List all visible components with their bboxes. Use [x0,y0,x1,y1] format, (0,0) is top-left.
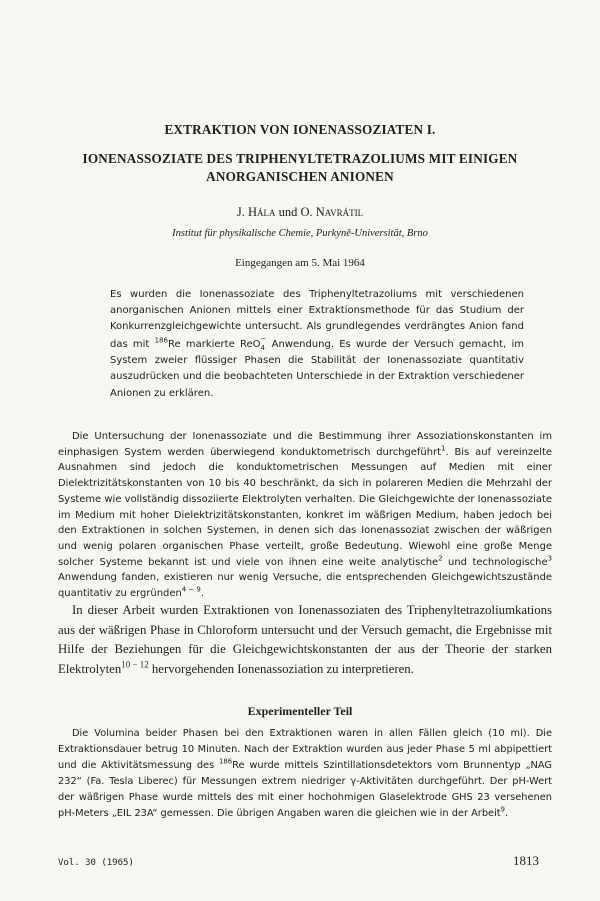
reference-9: 9 [500,805,506,814]
abstract-text-1: Es wurden die Ionenassoziate des Triphenyltetrazoliums mit verschiedenen anorganischen Anionen mittels einer Extraktionsmethode für das Studium der Konkurrenzgleichgewichte untersucht. Als grundlegendes verdrängtes Anion fand das mit [110,289,524,351]
reference-1: 1 [441,444,446,453]
isotope-mass-exp: 186 [219,757,233,766]
aim-text-1: In dieser Arbeit wurden Extraktionen von Ionenassoziaten des Triphenyltetrazoliumkations aus der wäßrigen Phase in Chloroform untersucht und der Versuch gemacht, die Ergebnisse mit Hilfe der Beziehungen für die Gleichgewichtskonstanten der aus der Theorie der starken Elektrolyten [58,603,552,676]
intro-paragraph [58,429,552,602]
authors-conjunction: und [275,205,301,219]
aim-text-2: hervorgehenden Ionenassoziation zu interpretieren. [148,661,414,676]
author-navratil: O. Navrátil [300,205,364,219]
paper-title-line1: EXTRAKTION VON IONENASSOZIATEN I. [164,122,436,137]
charge-minus: − [260,335,267,344]
institution: Institut für physikalische Chemie, Purkyně-Universität, Brno [172,228,428,239]
received-date: Eingegangen am 5. Mai 1964 [235,257,365,269]
page-number: 1813 [513,853,539,868]
aim-paragraph [58,601,552,679]
intro-text-5: . [200,588,205,600]
intro-text-4: Anwendung fanden, existieren nur wenig Versuche, die entsprechenden Gleichgewichtszustände quantitativ zu ergründen [58,572,552,600]
abstract-text-2: Re markierte ReO [167,339,261,351]
experimental-text-3: . [505,808,509,819]
reference-2: 2 [438,554,443,563]
subscript-4: 4 [260,344,265,353]
isotope-mass: 186 [154,336,168,345]
reference-10-12: 10 − 12 [121,659,149,670]
experimental-text-1: Die Volumina beider Phasen bei den Extraktionen waren in allen Fällen gleich (10 ml). Die Extraktionsdauer betrug 10 Minuten. Nach der Extraktion wurden aus jeder Phase 5 ml abpipettiert und die Aktivitätsmessung des [58,728,552,771]
intro-text-2: . Bis auf vereinzelte Ausnahmen sind jedoch die konduktometrischen Messungen auf Medien mit einer Dielektrizitätskonstanten von 10 bis 40 beschränkt, da sich in polareren Medien die Mehrzahl der Systeme wie vollständig dissoziierte Elektrolyten verhalten. Die Gleichgewichte der Ionenassoziate im Medium mit hoher Dielektrizitätskonstanten, konkret im wäßrigen Medium, haben jedoch bei den Extraktionen in solchen Systemen, in denen sich das Ionenassoziat zwischen der wäßrigen und wenig polaren organischen Phase verteilt, große Bedeutung. Wiewohl eine große Menge solcher Systeme bekannt ist und viele von ihnen eine weite analytische [58,446,552,568]
journal-volume: Vol. 30 (1965) [58,858,134,868]
reference-3: 3 [547,554,552,563]
abstract-text-3: Anwendung. Es wurde der Versuch gemacht, im System zweier flüssiger Phasen die Stabilität der Ionenassoziate quantitativ auszudrücken und die beobachteten Unterschiede in der Extraktion verschiedener Anionen zu erklären. [110,339,525,399]
reference-4-9: 4 − 9 [181,585,201,594]
abstract [110,287,524,402]
authors [40,205,560,220]
author-hala: J. Hála [236,205,276,219]
experimental-paragraph [58,726,552,822]
intro-text-1: Die Untersuchung der Ionenassoziate und die Bestimmung ihrer Assoziationskonstanten im einphasigen System werden überwiegend konduktometrisch durchgeführt [58,431,552,458]
intro-text-3: und technologische [442,556,548,568]
section-heading: Experimenteller Teil [247,704,353,718]
experimental-text-2: Re wurde mittels Szintillationsdetektors vom Brunnentyp „NAG 232“ (Fa. Tesla Liberec) für Messungen extrem niedriger γ-Aktivitäten durchgeführt. Der pH-Wert der wäßrigen Phase wurde mittels des mit einer hochohmigen Glaselektrode GHS 23 versehenen pH-Meters „EIL 23A“ gemessen. Die übrigen Angaben waren die gleichen wie in der Arbeit [58,760,553,819]
paper-title-line2: IONENASSOZIATE DES TRIPHENYLTETRAZOLIUMS MIT EINIGEN ANORGANISCHEN ANIONEN [82,151,518,184]
